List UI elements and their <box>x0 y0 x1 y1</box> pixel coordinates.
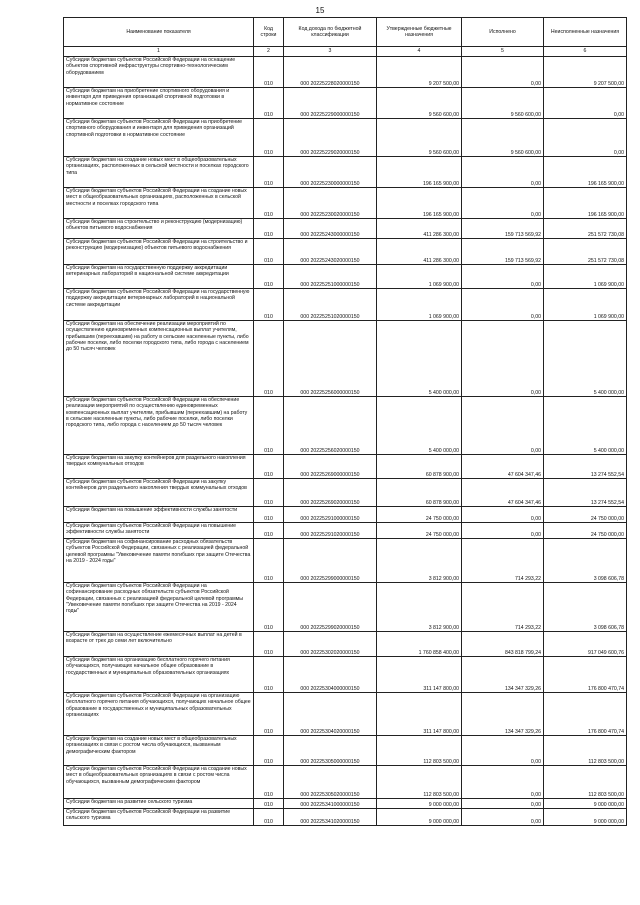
income-code-cell: 000 20225291020000150 <box>284 523 377 539</box>
line-code-cell: 010 <box>254 523 284 539</box>
remaining-amount-cell: 196 165 900,00 <box>544 157 627 188</box>
indicator-name-cell: Субсидии бюджетам на строительство и реконструкцию (модернизацию) объектов питьевого водоснабжения <box>64 219 254 239</box>
table-row <box>64 766 627 799</box>
line-code-cell: 010 <box>254 157 284 188</box>
indicator-name-cell: Субсидии бюджетам на обеспечение реализации мероприятий по осуществлению единовременных компенсационных выплат учителям, прибывшим (переехавшим) на работу в сельские населенные пункты, либо рабочие поселки, либо поселки городского типа, либо города с населением до 50 тысяч человек <box>64 321 254 397</box>
indicator-name-cell: Субсидии бюджетам субъектов Российской Федерации на повышение эффективности службы занятости <box>64 523 254 539</box>
executed-amount-cell: 0,00 <box>462 809 544 826</box>
approved-amount-cell: 24 750 000,00 <box>377 523 462 539</box>
header-row <box>64 18 627 47</box>
indicator-name-cell: Субсидии бюджетам субъектов Российской Федерации на государственную поддержку аккредитации ветеринарных лабораторий в национальной системе аккредитации <box>64 289 254 321</box>
line-code-cell: 010 <box>254 289 284 321</box>
column-number: 4 <box>377 47 462 57</box>
indicator-name-cell: Субсидии бюджетам субъектов Российской Федерации на развитие сельского туризма <box>64 809 254 826</box>
approved-amount-cell: 9 560 600,00 <box>377 88 462 119</box>
line-code-cell: 010 <box>254 632 284 657</box>
remaining-amount-cell: 9 000 000,00 <box>544 809 627 826</box>
approved-amount-cell: 411 286 300,00 <box>377 219 462 239</box>
executed-amount-cell: 843 818 799,24 <box>462 632 544 657</box>
approved-amount-cell: 1 069 900,00 <box>377 265 462 289</box>
column-number: 1 <box>64 47 254 57</box>
page-number: 15 <box>315 6 325 15</box>
executed-amount-cell: 134 347 329,26 <box>462 657 544 693</box>
approved-amount-cell: 311 147 800,00 <box>377 657 462 693</box>
remaining-amount-cell: 0,00 <box>544 119 627 157</box>
table-row <box>64 657 627 693</box>
income-code-cell: 000 20225291000000150 <box>284 507 377 523</box>
table-row <box>64 523 627 539</box>
executed-amount-cell: 0,00 <box>462 397 544 455</box>
approved-amount-cell: 9 207 500,00 <box>377 57 462 88</box>
remaining-amount-cell: 917 049 600,76 <box>544 632 627 657</box>
indicator-name-cell: Субсидии бюджетам субъектов Российской Федерации на организацию бесплатного горячего питания обучающихся, получающих начальное общее образование в государственных и муниципальных образовательных организациях <box>64 693 254 736</box>
table-row <box>64 736 627 766</box>
approved-amount-cell: 1 760 858 400,00 <box>377 632 462 657</box>
executed-amount-cell: 159 713 569,92 <box>462 239 544 265</box>
income-code-cell: 000 20225243000000150 <box>284 219 377 239</box>
income-code-cell: 000 20225304020000150 <box>284 693 377 736</box>
line-code-cell: 010 <box>254 766 284 799</box>
approved-amount-cell: 112 803 500,00 <box>377 766 462 799</box>
indicator-name-cell: Субсидии бюджетам на развитие сельского туризма <box>64 799 254 809</box>
remaining-amount-cell: 5 400 000,00 <box>544 397 627 455</box>
approved-amount-cell: 60 878 900,00 <box>377 455 462 479</box>
executed-amount-cell: 159 713 569,92 <box>462 219 544 239</box>
executed-amount-cell: 47 604 347,46 <box>462 479 544 507</box>
line-code-cell: 010 <box>254 455 284 479</box>
table-row <box>64 188 627 219</box>
table-row <box>64 88 627 119</box>
income-code-cell: 000 20225341020000150 <box>284 809 377 826</box>
line-code-cell: 010 <box>254 119 284 157</box>
indicator-name-cell: Субсидии бюджетам на организацию бесплатного горячего питания обучающихся, получающих начальное общее образование в государственных и муниципальных образовательных организациях <box>64 657 254 693</box>
income-code-cell: 000 20225228020000150 <box>284 57 377 88</box>
line-code-cell: 010 <box>254 736 284 766</box>
income-code-cell: 000 20225269020000150 <box>284 479 377 507</box>
table-row <box>64 289 627 321</box>
indicator-name-cell: Субсидии бюджетам на осуществление ежемесячных выплат на детей в возрасте от трех до семи лет включительно <box>64 632 254 657</box>
table-row <box>64 265 627 289</box>
approved-amount-cell: 60 878 900,00 <box>377 479 462 507</box>
line-code-cell: 010 <box>254 507 284 523</box>
line-code-cell: 010 <box>254 219 284 239</box>
executed-amount-cell: 0,00 <box>462 57 544 88</box>
header-executed: Исполнено <box>462 18 544 47</box>
income-code-cell: 000 20225229000000150 <box>284 88 377 119</box>
indicator-name-cell: Субсидии бюджетам субъектов Российской Федерации на создание новых мест в общеобразовательных организациях, расположенных в сельской местности и поселках городского типа <box>64 188 254 219</box>
income-code-cell: 000 20225341000000150 <box>284 799 377 809</box>
table-body <box>64 57 627 826</box>
indicator-name-cell: Субсидии бюджетам субъектов Российской Федерации на закупку контейнеров для раздельного накопления твердых коммунальных отходов <box>64 479 254 507</box>
line-code-cell: 010 <box>254 539 284 583</box>
executed-amount-cell: 9 560 600,00 <box>462 88 544 119</box>
table-row <box>64 809 627 826</box>
indicator-name-cell: Субсидии бюджетам на софинансирование расходных обязательств субъектов Российской Федерации, связанных с реализацией федеральной целевой программы "Увековечение памяти погибших при защите Отечества на 2019 - 2024 годы" <box>64 539 254 583</box>
table-row <box>64 799 627 809</box>
table-row <box>64 239 627 265</box>
income-code-cell: 000 20225243020000150 <box>284 239 377 265</box>
executed-amount-cell: 714 293,22 <box>462 583 544 632</box>
remaining-amount-cell: 24 750 000,00 <box>544 507 627 523</box>
indicator-name-cell: Субсидии бюджетам субъектов Российской Федерации на приобретение спортивного оборудования и инвентаря для приведения организаций спортивной подготовки в нормативное состояние <box>64 119 254 157</box>
remaining-amount-cell: 9 207 500,00 <box>544 57 627 88</box>
table-row <box>64 157 627 188</box>
budget-execution-table <box>63 17 627 826</box>
approved-amount-cell: 196 165 900,00 <box>377 157 462 188</box>
approved-amount-cell: 196 165 900,00 <box>377 188 462 219</box>
remaining-amount-cell: 3 098 606,78 <box>544 583 627 632</box>
remaining-amount-cell: 112 803 500,00 <box>544 766 627 799</box>
column-number: 2 <box>254 47 284 57</box>
line-code-cell: 010 <box>254 809 284 826</box>
remaining-amount-cell: 3 098 606,78 <box>544 539 627 583</box>
executed-amount-cell: 0,00 <box>462 736 544 766</box>
remaining-amount-cell: 0,00 <box>544 88 627 119</box>
executed-amount-cell: 134 347 329,26 <box>462 693 544 736</box>
line-code-cell: 010 <box>254 397 284 455</box>
header-approved: Утвержденные бюджетные назначения <box>377 18 462 47</box>
remaining-amount-cell: 176 800 470,74 <box>544 693 627 736</box>
line-code-cell: 010 <box>254 583 284 632</box>
indicator-name-cell: Субсидии бюджетам субъектов Российской Федерации на создание новых мест в общеобразовательных организациях в связи с ростом числа обучающихся, вызванным демографическим фактором <box>64 766 254 799</box>
indicator-name-cell: Субсидии бюджетам субъектов Российской Федерации на оснащение объектов спортивной инфраструктуры спортивно-технологическим оборудованием <box>64 57 254 88</box>
indicator-name-cell: Субсидии бюджетам субъектов Российской Федерации на софинансирование расходных обязательств субъектов Российской Федерации, связанных с реализацией федеральной целевой программы "Увековечение памяти погибших при защите Отечества на 2019 - 2024 годы" <box>64 583 254 632</box>
income-code-cell: 000 20225251020000150 <box>284 289 377 321</box>
executed-amount-cell: 0,00 <box>462 523 544 539</box>
table-row <box>64 693 627 736</box>
remaining-amount-cell: 176 800 470,74 <box>544 657 627 693</box>
remaining-amount-cell: 24 750 000,00 <box>544 523 627 539</box>
remaining-amount-cell: 1 069 900,00 <box>544 289 627 321</box>
indicator-name-cell: Субсидии бюджетам на повышение эффективности службы занятости <box>64 507 254 523</box>
remaining-amount-cell: 251 572 730,08 <box>544 219 627 239</box>
approved-amount-cell: 1 069 900,00 <box>377 289 462 321</box>
income-code-cell: 000 20225229020000150 <box>284 119 377 157</box>
line-code-cell: 010 <box>254 321 284 397</box>
column-number: 3 <box>284 47 377 57</box>
remaining-amount-cell: 5 400 000,00 <box>544 321 627 397</box>
table-row <box>64 479 627 507</box>
remaining-amount-cell: 112 803 500,00 <box>544 736 627 766</box>
indicator-name-cell: Субсидии бюджетам на создание новых мест в общеобразовательных организациях, расположенных в сельской местности и поселках городского типа <box>64 157 254 188</box>
income-code-cell: 000 20225305000000150 <box>284 736 377 766</box>
line-code-cell: 010 <box>254 657 284 693</box>
approved-amount-cell: 112 803 500,00 <box>377 736 462 766</box>
executed-amount-cell: 0,00 <box>462 799 544 809</box>
income-code-cell: 000 20225230020000150 <box>284 188 377 219</box>
line-code-cell: 010 <box>254 693 284 736</box>
approved-amount-cell: 5 400 000,00 <box>377 321 462 397</box>
executed-amount-cell: 0,00 <box>462 188 544 219</box>
income-code-cell: 000 20225230000000150 <box>284 157 377 188</box>
executed-amount-cell: 47 604 347,46 <box>462 455 544 479</box>
indicator-name-cell: Субсидии бюджетам субъектов Российской Федерации на строительство и реконструкцию (модернизацию) объектов питьевого водоснабжения <box>64 239 254 265</box>
column-number-row <box>64 47 627 57</box>
indicator-name-cell: Субсидии бюджетам субъектов Российской Федерации на обеспечение реализации мероприятий по осуществлению единовременных компенсационных выплат учителям, прибывшим (переехавшим) на работу в сельские населенные пункты, либо рабочие поселки, либо поселки городского типа, либо города с населением до 50 тысяч человек <box>64 397 254 455</box>
line-code-cell: 010 <box>254 799 284 809</box>
table-row <box>64 57 627 88</box>
table-row <box>64 539 627 583</box>
income-code-cell: 000 20225251000000150 <box>284 265 377 289</box>
remaining-amount-cell: 9 000 000,00 <box>544 799 627 809</box>
line-code-cell: 010 <box>254 188 284 219</box>
indicator-name-cell: Субсидии бюджетам на создание новых мест в общеобразовательных организациях в связи с ростом числа обучающихся, вызванным демографическим фактором <box>64 736 254 766</box>
executed-amount-cell: 714 293,22 <box>462 539 544 583</box>
table-row <box>64 455 627 479</box>
income-code-cell: 000 20225304000000150 <box>284 657 377 693</box>
header-remaining: Неисполненные назначения <box>544 18 627 47</box>
income-code-cell: 000 20225305020000150 <box>284 766 377 799</box>
line-code-cell: 010 <box>254 239 284 265</box>
income-code-cell: 000 20225299020000150 <box>284 583 377 632</box>
income-code-cell: 000 20225256020000150 <box>284 397 377 455</box>
approved-amount-cell: 411 286 300,00 <box>377 239 462 265</box>
approved-amount-cell: 311 147 800,00 <box>377 693 462 736</box>
line-code-cell: 010 <box>254 57 284 88</box>
line-code-cell: 010 <box>254 479 284 507</box>
income-code-cell: 000 20225299000000150 <box>284 539 377 583</box>
approved-amount-cell: 9 560 600,00 <box>377 119 462 157</box>
remaining-amount-cell: 13 274 552,54 <box>544 455 627 479</box>
approved-amount-cell: 5 400 000,00 <box>377 397 462 455</box>
executed-amount-cell: 0,00 <box>462 321 544 397</box>
table-row <box>64 321 627 397</box>
income-code-cell: 000 20225269000000150 <box>284 455 377 479</box>
income-code-cell: 000 20225256000000150 <box>284 321 377 397</box>
approved-amount-cell: 9 000 000,00 <box>377 809 462 826</box>
table-row <box>64 119 627 157</box>
header-line-code: Код строки <box>254 18 284 47</box>
executed-amount-cell: 0,00 <box>462 766 544 799</box>
line-code-cell: 010 <box>254 88 284 119</box>
executed-amount-cell: 0,00 <box>462 157 544 188</box>
indicator-name-cell: Субсидии бюджетам на закупку контейнеров для раздельного накопления твердых коммунальных отходов <box>64 455 254 479</box>
table-row <box>64 632 627 657</box>
executed-amount-cell: 0,00 <box>462 265 544 289</box>
header-income-code: Код дохода по бюджетной классификации <box>284 18 377 47</box>
remaining-amount-cell: 251 572 730,08 <box>544 239 627 265</box>
header-indicator-name: Наименование показателя <box>64 18 254 47</box>
table-row <box>64 507 627 523</box>
column-number: 5 <box>462 47 544 57</box>
approved-amount-cell: 9 000 000,00 <box>377 799 462 809</box>
executed-amount-cell: 0,00 <box>462 289 544 321</box>
table-row <box>64 397 627 455</box>
line-code-cell: 010 <box>254 265 284 289</box>
approved-amount-cell: 24 750 000,00 <box>377 507 462 523</box>
executed-amount-cell: 9 560 600,00 <box>462 119 544 157</box>
income-code-cell: 000 20225302020000150 <box>284 632 377 657</box>
table-row <box>64 583 627 632</box>
remaining-amount-cell: 196 165 900,00 <box>544 188 627 219</box>
table-row <box>64 219 627 239</box>
executed-amount-cell: 0,00 <box>462 507 544 523</box>
indicator-name-cell: Субсидии бюджетам на приобретение спортивного оборудования и инвентаря для приведения организаций спортивной подготовки в нормативное состояние <box>64 88 254 119</box>
approved-amount-cell: 3 812 900,00 <box>377 539 462 583</box>
remaining-amount-cell: 13 274 552,54 <box>544 479 627 507</box>
approved-amount-cell: 3 812 900,00 <box>377 583 462 632</box>
column-number: 6 <box>544 47 627 57</box>
remaining-amount-cell: 1 069 900,00 <box>544 265 627 289</box>
indicator-name-cell: Субсидии бюджетам на государственную поддержку аккредитации ветеринарных лабораторий в национальной системе аккредитации <box>64 265 254 289</box>
